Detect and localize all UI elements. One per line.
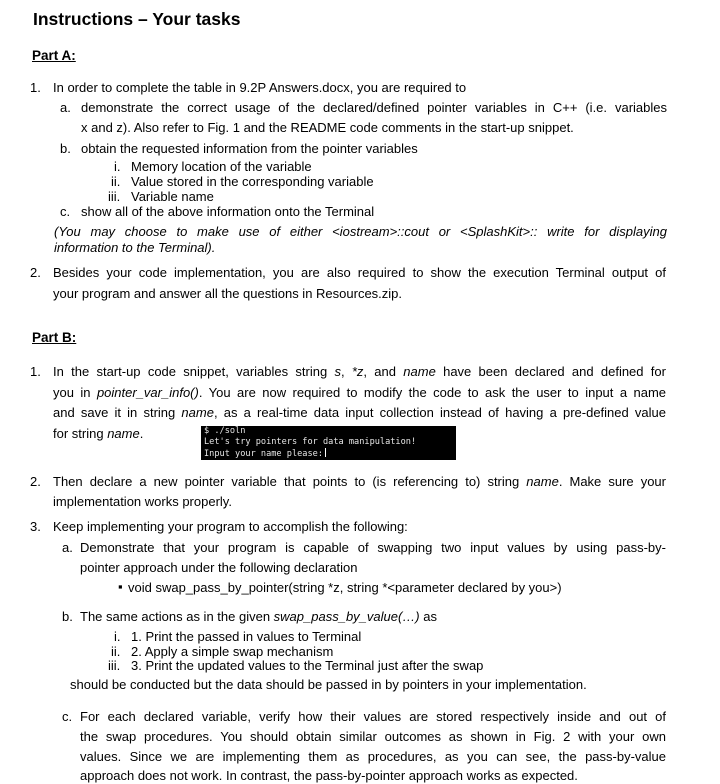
part-a-item2-number: 2. xyxy=(30,265,41,280)
sub-item-text: Variable name xyxy=(131,189,214,204)
part-a-item1-text: In order to complete the table in 9.2P Answers.docx, you are required to xyxy=(53,80,467,95)
part-a-item1-number: 1. xyxy=(30,80,41,95)
terminal-prompt: Input your name please: xyxy=(204,448,456,460)
part-b-item3b-label: b. xyxy=(62,609,73,624)
part-b-item3c-line1: For each declared variable, verify how their values are stored respectively inside and out of xyxy=(80,709,666,724)
sub-item-text: 3. Print the updated values to the Terminal just after the swap xyxy=(131,658,484,673)
part-a-heading: Part A: xyxy=(32,48,76,63)
part-a-item1b-label: b. xyxy=(60,141,71,156)
terminal-cursor xyxy=(325,448,326,457)
part-b-item3-number: 3. xyxy=(30,519,41,534)
part-b-item3a-label: a. xyxy=(62,540,73,555)
part-b-item3b-text: The same actions as in the given swap_pass_by_value(…) as xyxy=(80,609,437,624)
sub-item-text: 1. Print the passed in values to Terminal xyxy=(131,629,362,644)
terminal-line: Let's try pointers for data manipulation! xyxy=(204,437,417,447)
part-a-item1a-label: a. xyxy=(60,100,71,115)
part-a-item1c-text: show all of the above information onto the Terminal xyxy=(81,204,375,219)
sub-item-number: i. xyxy=(114,629,121,644)
part-b-heading: Part B: xyxy=(32,330,77,345)
part-a-item1c-label: c. xyxy=(60,204,71,219)
sub-item-number: iii. xyxy=(108,658,121,673)
sub-item-number: i. xyxy=(114,159,121,174)
part-a-item1a-line1: demonstrate the correct usage of the declared/defined pointer variables in C++ (i.e. variables xyxy=(81,100,667,115)
part-a-item1a-line2: x and z). Also refer to Fig. 1 and the README code comments in the start-up snippet. xyxy=(81,120,574,135)
terminal-line: $ ./soln xyxy=(204,426,246,436)
sub-item-number: iii. xyxy=(108,189,121,204)
page-title: Instructions – Your tasks xyxy=(33,9,241,29)
part-b-item3-text: Keep implementing your program to accomplish the following: xyxy=(53,519,408,534)
part-b-item3c-line4: approach does not work. In contrast, the pass-by-pointer approach works as expected. xyxy=(80,768,578,783)
part-a-item2-line1: Besides your code implementation, you are also required to show the execution Terminal output of xyxy=(53,265,666,280)
part-b-item2-number: 2. xyxy=(30,474,41,489)
bullet-icon: ▪ xyxy=(118,579,123,594)
part-b-item1-line2: you in pointer_var_info(). You are now required to modify the code to ask the user to input a name xyxy=(53,385,666,400)
sub-item-number: ii. xyxy=(111,174,121,189)
part-b-item2-line1: Then declare a new pointer variable that points to (is referencing to) string name. Make sure your xyxy=(53,474,666,489)
part-a-item1b-text: obtain the requested information from the pointer variables xyxy=(81,141,418,156)
part-b-item3a-line2: pointer approach under the following declaration xyxy=(80,560,358,575)
part-a-item2-line2: your program and answer all the questions in Resources.zip. xyxy=(53,286,403,301)
part-b-item1-line3: and save it in string name, as a real-time data input collection instead of having a pre-defined value xyxy=(53,405,666,420)
sub-item-text: Value stored in the corresponding variable xyxy=(131,174,374,189)
sub-item-text: 2. Apply a simple swap mechanism xyxy=(131,644,334,659)
part-b-item1-line1: In the start-up code snippet, variables string s, *z, and name have been declared and defined for xyxy=(53,364,666,379)
part-b-item2-line2: implementation works properly. xyxy=(53,494,232,509)
part-b-item3c-line2: the swap procedures. You should obtain similar outcomes as shown in Fig. 2 with your own xyxy=(80,729,666,744)
swap-function-declaration: void swap_pass_by_pointer(string *z, string *<parameter declared by you>) xyxy=(128,580,562,595)
part-b-item3c-label: c. xyxy=(62,709,73,724)
part-b-item1-line4: for string name. xyxy=(53,426,144,441)
part-b-item3a-line1: Demonstrate that your program is capable of swapping two input values by using pass-by- xyxy=(80,540,666,555)
sub-item-number: ii. xyxy=(111,644,121,659)
part-a-note-line1: (You may choose to make use of either <iostream>::cout or <SplashKit>:: write for displaying xyxy=(54,224,667,239)
part-a-note-line2: information to the Terminal). xyxy=(54,240,216,255)
sub-item-text: Memory location of the variable xyxy=(131,159,312,174)
part-b-item3c-line3: values. Since we are implementing them as procedures, as you can see, the pass-by-value xyxy=(80,749,666,764)
part-b-item1-number: 1. xyxy=(30,364,41,379)
part-b-item3b-after: should be conducted but the data should be passed in by pointers in your implementation. xyxy=(70,677,587,692)
terminal-screenshot xyxy=(201,426,456,460)
